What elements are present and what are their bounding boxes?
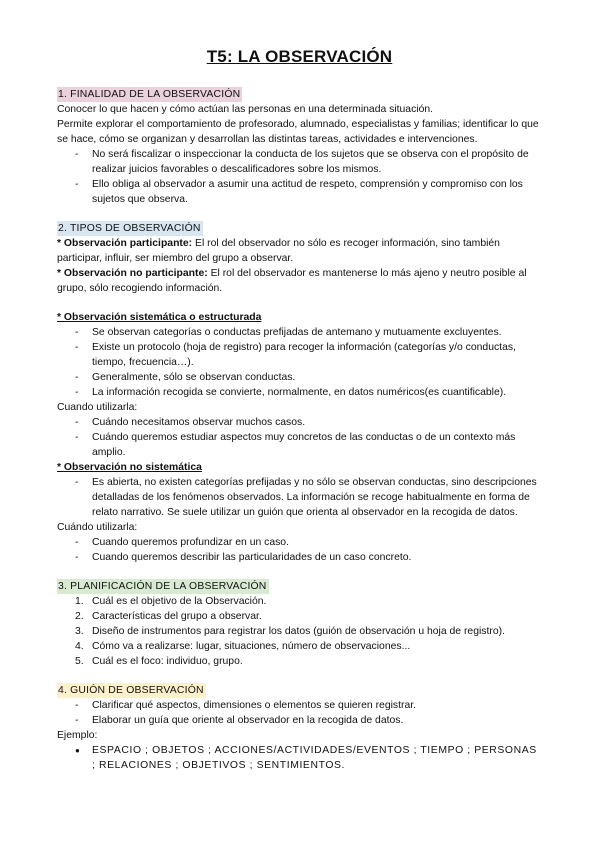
list-item: 2. Características del grupo a observar. [75, 611, 262, 622]
section-guion [57, 683, 542, 773]
section-tipos [57, 221, 542, 565]
term-text: El rol del observador es mantenerse lo más ajeno y neutro posible al grupo, sólo recogiendo información. [57, 268, 527, 294]
dash-list [57, 325, 542, 400]
cuando-label: Cuándo utilizarla: [57, 522, 138, 533]
subheading-no-sistematica: * Observación no sistemática [57, 462, 202, 473]
dash-list [57, 415, 542, 460]
term-text: El rol del observador no sólo es recoger información, sino también participar, influir, ser miembro del grupo a observar. [57, 238, 500, 264]
dash-list [57, 698, 542, 728]
paragraph-participante [57, 236, 542, 266]
numbered-list [57, 594, 542, 669]
cuando-label: Cuando utilizarla: [57, 402, 138, 413]
dash-list [57, 475, 542, 520]
term-label: * Observación no participante: [57, 268, 208, 279]
list-item: ● ESPACIO ; OBJETOS ; ACCIONES/ACTIVIDADES/EVENTOS ; TIEMPO ; PERSONAS ; RELACIONES ; OBJETIVOS ; SENTIMIENTOS. [57, 743, 542, 773]
dash-list [57, 535, 542, 565]
list-item: - Cuándo necesitamos observar muchos casos. [57, 415, 542, 430]
list-item: - Cuándo queremos estudiar aspectos muy concretos de las conductas o de un contexto más amplio. [57, 430, 542, 460]
list-item: - Es abierta, no existen categorías prefijadas y no sólo se observan conductas, sino descripciones detalladas de los fenómenos observados. La información se recoge habitualmente en forma de relato narrativo. Se suele utilizar un guión que orienta al observador en la recogida de datos. [57, 475, 542, 520]
list-item: - Clarificar qué aspectos, dimensiones o elementos se quieren registrar. [57, 698, 542, 713]
dash-list [57, 147, 542, 207]
list-item: - Elaborar un guía que oriente al observador en la recogida de datos. [57, 713, 542, 728]
term-label: * Observación participante: [57, 238, 193, 249]
list-item: - Ello obliga al observador a asumir una actitud de respeto, comprensión y compromiso con los sujetos que observa. [57, 177, 542, 207]
ejemplo-label: Ejemplo: [57, 730, 98, 741]
paragraph: Conocer lo que hacen y cómo actúan las personas en una determinada situación. [57, 104, 434, 115]
list-item: 5. Cuál es el foco: individuo, grupo. [75, 656, 243, 667]
section-finalidad [57, 87, 542, 207]
section-heading: 4. GUIÓN DE OBSERVACIÓN [58, 685, 204, 696]
list-item: - No será fiscalizar o inspeccionar la conducta de los sujetos que se observa con el propósito de realizar juicios favorables o descalificadores sobre los mismos. [57, 147, 542, 177]
bullet-list [57, 743, 542, 773]
list-item: - Existe un protocolo (hoja de registro) para recoger la información (categorías y/o conductas, tiempo, frecuencia…). [57, 340, 542, 370]
list-item: - Se observan categorías o conductas prefijadas de antemano y mutuamente excluyentes. [57, 325, 542, 340]
paragraph-no-participante [57, 266, 542, 296]
list-item: 3. Diseño de instrumentos para registrar los datos (guión de observación u hoja de registro). [75, 626, 505, 637]
section-heading: 3. PLANIFICACIÓN DE LA OBSERVACIÓN [58, 581, 267, 592]
section-heading: 1. FINALIDAD DE LA OBSERVACIÓN [58, 89, 241, 100]
document-page [57, 46, 542, 773]
section-heading: 2. TIPOS DE OBSERVACIÓN [58, 223, 201, 234]
paragraph: Permite explorar el comportamiento de profesorado, alumnado, especialistas y familias; identificar lo que se hace, cómo se organizan y desarrollan las distintas tareas, actividades e intervenciones. [57, 119, 539, 145]
list-item: - La información recogida se convierte, normalmente, en datos numéricos(es cuantificable). [57, 385, 542, 400]
list-item: - Cuando queremos describir las particularidades de un caso concreto. [57, 550, 542, 565]
subheading-sistematica: * Observación sistemática o estructurada [57, 312, 262, 323]
list-item: - Cuando queremos profundizar en un caso. [57, 535, 542, 550]
section-planificacion [57, 579, 542, 669]
list-item: 4. Cómo va a realizarse: lugar, situaciones, número de observaciones... [75, 641, 411, 652]
list-item: - Generalmente, sólo se observan conductas. [57, 370, 542, 385]
page-title: T5: LA OBSERVACIÓN [206, 47, 393, 66]
list-item: 1. Cuál es el objetivo de la Observación. [75, 596, 267, 607]
